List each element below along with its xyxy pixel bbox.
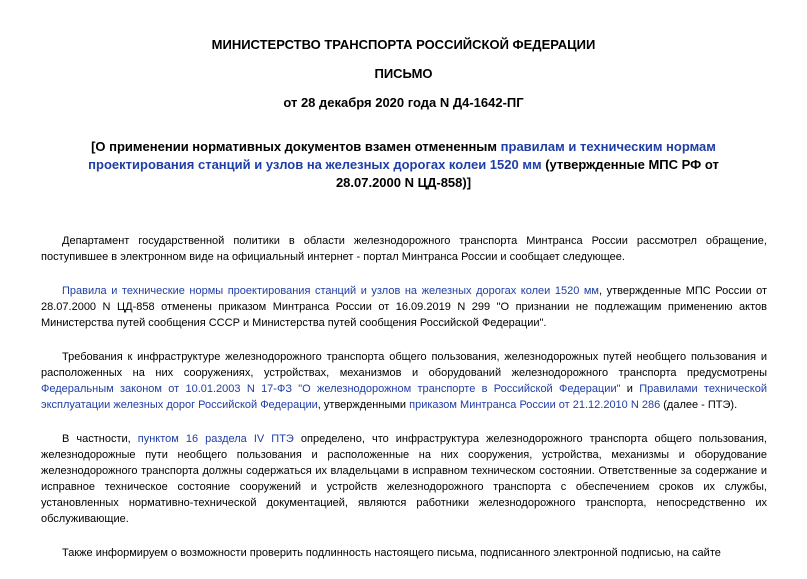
paragraph-5: Также информируем о возможности проверить подлинность настоящего письма, подписанного электронной подписью, на сайте: [62, 547, 721, 559]
paragraph-1: Департамент государственной политики в области железнодорожного транспорта Минтранса России рассмотрел обращение, поступившее в электронном виде на официальный интернет - портал Минтранса России и сообщает следующее.: [41, 235, 767, 263]
paragraph-2-text: , утвержденные МПС России от 28.07.2000 N ЦД-858 отменены приказом Минтранса России от 16.09.2019 N 299 "О признании не подлежащим применению актов Министерства путей сообщения СССР и Министерства путей сообщения Российской Федерации".: [41, 285, 767, 329]
paragraph-4-text-2: определено, что инфраструктура железнодорожного транспорта общего пользования, железнодорожные пути необщего пользования и расположенные на них сооружения, устройства, механизмы и оборудование железнодорожного транспорта должны содержаться их владельцами в исправном техническом состоянии. Ответственные за содержание и исправное техническое состояние сооружений и устройств железнодорожного транспорта с обеспечением сроков их службы, установленных нормативно-технической документацией, являются работники железнодорожного транспорта, непосредственно их обслуживающие.: [41, 433, 767, 525]
federal-law-link[interactable]: Федеральным законом от 10.01.2003 N 17-ФЗ "О железнодорожном транспорте в Российской Федерации": [41, 383, 621, 395]
paragraph-3-text-3: , утвержденными: [317, 399, 410, 411]
paragraph-2: [41, 283, 767, 331]
document-date: от 28 декабря 2020 года N Д4-1642-ПГ: [283, 95, 524, 110]
paragraph-3-text-4: (далее - ПТЭ).: [660, 399, 738, 411]
pte-clause-16-link[interactable]: пунктом 16 раздела IV ПТЭ: [137, 433, 294, 445]
paragraph-3: [41, 349, 767, 413]
document-body: [41, 233, 767, 579]
document-subject: [60, 138, 747, 192]
paragraph-4: [41, 431, 767, 527]
ministry-title: МИНИСТЕРСТВО ТРАНСПОРТА РОССИЙСКОЙ ФЕДЕРАЦИИ: [211, 37, 596, 52]
paragraph-3-text-1: Требования к инфраструктуре железнодорожного транспорта общего пользования, железнодорожных путей необщего пользования и расположенных на них сооружениях, устройствах, механизмов и оборудований железнодорожного транспорта предусмотрены: [41, 351, 767, 379]
rules-norms-link[interactable]: Правила и технические нормы проектирования станций и узлов на железных дорогах колеи 1520 мм: [62, 285, 599, 297]
subject-text-end: (утвержденные МПС РФ от 28.07.2000 N ЦД-858)]: [335, 157, 719, 190]
order-286-link[interactable]: приказом Минтранса России от 21.12.2010 N 286: [409, 399, 661, 411]
pte-rules-link[interactable]: Правилами технической эксплуатации железных дорог Российской Федерации: [41, 383, 767, 411]
subject-rules-link[interactable]: правилам и техническим нормам проектирования станций и узлов на железных дорогах колеи 1520 мм: [88, 139, 716, 172]
subject-text-start: [О применении нормативных документов взамен отмененным: [91, 139, 501, 154]
document-type: ПИСЬМО: [374, 66, 433, 81]
paragraph-4-text-1: В частности,: [62, 433, 138, 445]
paragraph-3-text-2: и: [620, 383, 640, 395]
